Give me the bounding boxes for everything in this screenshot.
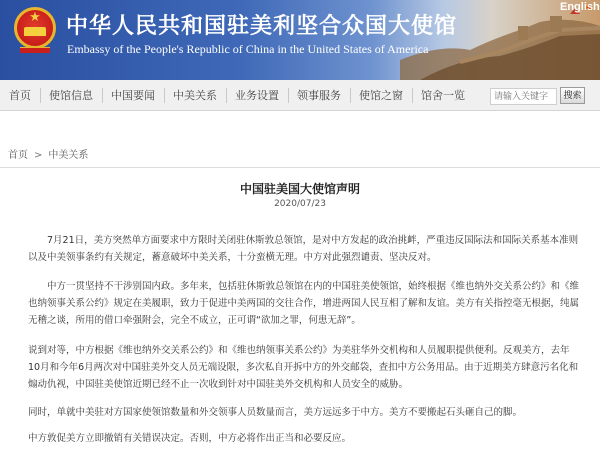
article-paragraph-2: 中方一贯坚持不干涉别国内政。多年来，包括驻休斯敦总领馆在内的中国驻美使领馆，始终根据《维也纳外交关系公约》和《维也纳领事关系公约》规定在美履职，致力于促进中美两国的交往合作，增进两国人民互相了解和友谊。美方有关指控毫无根据，纯属无稽之谈，所用的借口牵强附会，完全不成立，正可谓“欲加之罪，何患无辞”。 [28,281,580,326]
national-emblem-icon: ★ [14,7,56,53]
breadcrumb-section-link[interactable]: 中美关系 [48,150,89,161]
article-title: 中国驻美国大使馆声明 [239,182,360,196]
search-input[interactable] [490,88,557,105]
nav-item-departments[interactable]: 业务设置 [226,80,288,111]
breadcrumb-separator: > [34,150,43,161]
nav-item-embassy-info[interactable]: 使馆信息 [40,80,102,111]
site-header [0,0,600,80]
nav-item-china-us-relations[interactable]: 中美关系 [164,80,226,111]
english-language-link[interactable]: English [560,1,600,13]
nav-item-premises[interactable]: 馆舍一览 [412,80,474,111]
breadcrumb [8,146,88,161]
article-paragraph-5: 中方敦促美方立即撤销有关错误决定。否则，中方必将作出正当和必要反应。 [28,433,352,444]
article-paragraph-1: 7月21日，美方突然单方面要求中方限时关闭驻休斯敦总领馆，是对中方发起的政治挑衅，严重违反国际法和国际关系基本准则以及中美领事条约有关规定，蓄意破坏中美关系，十分蛮横无理。中方对此强烈谴责、坚决反对。 [28,235,579,263]
site-title-chinese: 中华人民共和国驻美利坚合众国大使馆 [66,13,458,39]
content-divider [0,167,600,168]
nav-item-home[interactable]: 首页 [9,89,31,102]
article-date: 2020/07/23 [274,199,326,209]
search-button[interactable]: 搜索 [560,87,585,104]
site-title-english: Embassy of the People's Republic of China in the United States of America [67,42,429,56]
nav-item-china-news[interactable]: 中国要闻 [102,80,164,111]
article-paragraph-3: 说到对等，中方根据《维也纳外交关系公约》和《维也纳领事关系公约》为美驻华外交机构和人员履职提供便利。反观美方，去年10月和今年6月两次对中国驻美外交人员无端设限，多次私自开拆中方的外交邮袋，查扣中方公务用品。由于近期美方肆意污名化和煽动仇视，中国驻美使馆近期已经不止一次收到针对中国驻美外交机构和人员安全的威胁。 [28,345,579,390]
nav-item-consular-services[interactable]: 领事服务 [288,80,350,111]
article-paragraph-4: 同时，单就中美驻对方国家使领馆数量和外交领事人员数量而言，美方远远多于中方。美方不要搬起石头砸自己的脚。 [28,407,523,418]
nav-item-embassy-window[interactable]: 使馆之窗 [350,80,412,111]
breadcrumb-home-link[interactable]: 首页 [8,150,28,161]
